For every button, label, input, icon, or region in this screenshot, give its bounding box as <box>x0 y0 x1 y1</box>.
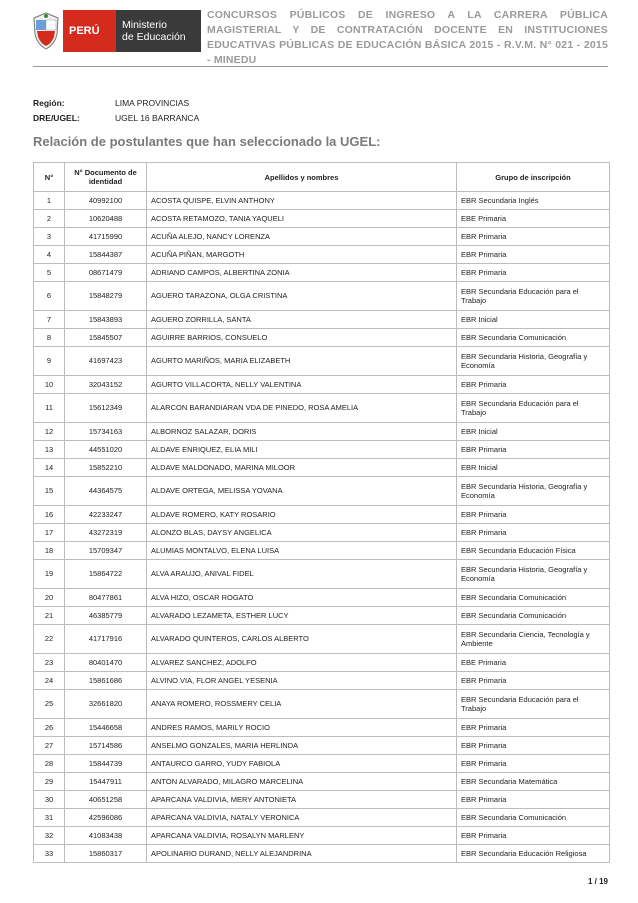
cell-number: 27 <box>34 737 65 755</box>
cell-name: ALDAVE MALDONADO, MARINA MILOOR <box>147 459 457 477</box>
cell-document: 41715990 <box>65 228 147 246</box>
cell-number: 12 <box>34 423 65 441</box>
table-row <box>34 719 610 737</box>
header-name: Apellidos y nombres <box>147 163 457 192</box>
table-row <box>34 394 610 423</box>
cell-document: 46385779 <box>65 607 147 625</box>
cell-number: 32 <box>34 827 65 845</box>
cell-name: ANTON ALVARADO, MILAGRO MARCELINA <box>147 773 457 791</box>
cell-document: 15861686 <box>65 672 147 690</box>
table-row <box>34 246 610 264</box>
cell-number: 20 <box>34 589 65 607</box>
cell-group: EBR Secundaria Educación para el Trabajo <box>457 394 610 423</box>
cell-group: EBR Primaria <box>457 719 610 737</box>
cell-name: ANSELMO GONZALES, MARIA HERLINDA <box>147 737 457 755</box>
cell-number: 11 <box>34 394 65 423</box>
table-row <box>34 441 610 459</box>
cell-name: ANAYA ROMERO, ROSSMERY CELIA <box>147 690 457 719</box>
cell-name: ALBORNOZ SALAZAR, DORIS <box>147 423 457 441</box>
cell-number: 28 <box>34 755 65 773</box>
cell-document: 44551020 <box>65 441 147 459</box>
cell-document: 15864722 <box>65 560 147 589</box>
cell-number: 13 <box>34 441 65 459</box>
dre-row <box>33 113 199 128</box>
cell-name: AGUIRRE BARRIOS, CONSUELO <box>147 329 457 347</box>
cell-name: ACUÑA PIÑAN, MARGOTH <box>147 246 457 264</box>
cell-document: 15734163 <box>65 423 147 441</box>
cell-group: EBE Primaria <box>457 654 610 672</box>
header-divider <box>33 66 608 67</box>
cell-number: 21 <box>34 607 65 625</box>
logo-ministry <box>116 10 201 52</box>
cell-name: ALVINO VIA, FLOR ANGEL YESENIA <box>147 672 457 690</box>
header-document: N° Documento de identidad <box>65 163 147 192</box>
cell-number: 25 <box>34 690 65 719</box>
cell-name: ALONZO BLAS, DAYSY ANGELICA <box>147 524 457 542</box>
cell-group: EBR Primaria <box>457 506 610 524</box>
cell-number: 31 <box>34 809 65 827</box>
cell-name: ACOSTA QUISPE, ELVIN ANTHONY <box>147 192 457 210</box>
table-row <box>34 672 610 690</box>
table-row <box>34 347 610 376</box>
cell-number: 5 <box>34 264 65 282</box>
cell-name: ALVA ARAUJO, ANIVAL FIDEL <box>147 560 457 589</box>
table-row <box>34 228 610 246</box>
cell-group: EBR Primaria <box>457 228 610 246</box>
table-row <box>34 827 610 845</box>
cell-document: 41697423 <box>65 347 147 376</box>
cell-number: 6 <box>34 282 65 311</box>
logo-country: PERÚ <box>63 10 116 52</box>
cell-document: 42596086 <box>65 809 147 827</box>
cell-name: ALVAREZ SANCHEZ, ADOLFO <box>147 654 457 672</box>
cell-group: EBR Secundaria Educación Física <box>457 542 610 560</box>
cell-document: 42233247 <box>65 506 147 524</box>
cell-number: 3 <box>34 228 65 246</box>
cell-number: 33 <box>34 845 65 863</box>
region-row <box>33 98 199 113</box>
table-row <box>34 809 610 827</box>
cell-number: 7 <box>34 311 65 329</box>
cell-document: 32043152 <box>65 376 147 394</box>
cell-name: AGURTO VILLACORTA, NELLY VALENTINA <box>147 376 457 394</box>
cell-group: EBE Primaria <box>457 210 610 228</box>
cell-group: EBR Inicial <box>457 459 610 477</box>
table-row <box>34 329 610 347</box>
cell-group: EBR Secundaria Comunicación <box>457 329 610 347</box>
cell-number: 18 <box>34 542 65 560</box>
cell-document: 15714586 <box>65 737 147 755</box>
document-title: CONCURSOS PÚBLICOS DE INGRESO A LA CARRERA PÚBLICA MAGISTERIAL Y DE CONTRATACIÓN DOCENTE EN INSTITUCIONES EDUCATIVAS PÚBLICAS DE EDUCACIÓN BÁSICA 2015 - R.V.M. N° 021 - 2015 - MINEDU <box>207 9 608 66</box>
cell-name: ANTAURCO GARRO, YUDY FABIOLA <box>147 755 457 773</box>
cell-group: EBR Primaria <box>457 524 610 542</box>
cell-document: 10620488 <box>65 210 147 228</box>
ministry-logo <box>63 10 201 52</box>
cell-number: 22 <box>34 625 65 654</box>
header-group: Grupo de inscripción <box>457 163 610 192</box>
table-row <box>34 542 610 560</box>
cell-group: EBR Secundaria Inglés <box>457 192 610 210</box>
cell-name: ALVARADO LEZAMETA, ESTHER LUCY <box>147 607 457 625</box>
dre-label: DRE/UGEL: <box>33 113 80 123</box>
table-row <box>34 282 610 311</box>
cell-group: EBR Secundaria Comunicación <box>457 809 610 827</box>
cell-document: 15848279 <box>65 282 147 311</box>
coat-of-arms-icon <box>33 12 59 50</box>
table-header-row <box>34 163 610 192</box>
cell-document: 44364575 <box>65 477 147 506</box>
cell-document: 32661820 <box>65 690 147 719</box>
cell-name: AGUERO TARAZONA, OLGA CRISTINA <box>147 282 457 311</box>
cell-document: 08671479 <box>65 264 147 282</box>
table-row <box>34 654 610 672</box>
logo-ministry-line1: Ministerio <box>122 19 167 31</box>
table-row <box>34 506 610 524</box>
table-row <box>34 264 610 282</box>
page-header <box>33 8 608 66</box>
cell-number: 4 <box>34 246 65 264</box>
table-row <box>34 524 610 542</box>
table-row <box>34 755 610 773</box>
table-row <box>34 737 610 755</box>
cell-group: EBR Secundaria Comunicación <box>457 607 610 625</box>
meta-info <box>33 98 199 128</box>
table-row <box>34 773 610 791</box>
cell-group: EBR Primaria <box>457 264 610 282</box>
cell-number: 2 <box>34 210 65 228</box>
cell-document: 80477861 <box>65 589 147 607</box>
table-row <box>34 690 610 719</box>
cell-group: EBR Primaria <box>457 376 610 394</box>
cell-name: ALVA HIZO, OSCAR ROGATO <box>147 589 457 607</box>
dre-value: UGEL 16 BARRANCA <box>115 113 200 123</box>
cell-document: 15709347 <box>65 542 147 560</box>
cell-group: EBR Secundaria Comunicación <box>457 589 610 607</box>
cell-name: ALDAVE ORTEGA, MELISSA YOVANA <box>147 477 457 506</box>
cell-number: 26 <box>34 719 65 737</box>
cell-group: EBR Secundaria Ciencia, Tecnología y Ambiente <box>457 625 610 654</box>
cell-number: 23 <box>34 654 65 672</box>
cell-document: 40651258 <box>65 791 147 809</box>
cell-document: 40992100 <box>65 192 147 210</box>
cell-group: EBR Primaria <box>457 441 610 459</box>
cell-number: 10 <box>34 376 65 394</box>
cell-number: 14 <box>34 459 65 477</box>
table-row <box>34 589 610 607</box>
cell-name: APARCANA VALDIVIA, MERY ANTONIETA <box>147 791 457 809</box>
cell-name: ALUMIAS MONTALVO, ELENA LUISA <box>147 542 457 560</box>
cell-number: 29 <box>34 773 65 791</box>
cell-document: 15447911 <box>65 773 147 791</box>
logo-ministry-line2: de Educación <box>122 31 186 43</box>
cell-group: EBR Primaria <box>457 246 610 264</box>
cell-group: EBR Primaria <box>457 672 610 690</box>
cell-name: AGURTO MARIÑOS, MARIA ELIZABETH <box>147 347 457 376</box>
cell-document: 15860317 <box>65 845 147 863</box>
region-label: Región: <box>33 98 65 108</box>
table-row <box>34 845 610 863</box>
cell-name: ACOSTA RETAMOZO, TANIA YAQUELI <box>147 210 457 228</box>
cell-number: 17 <box>34 524 65 542</box>
cell-group: EBR Secundaria Educación para el Trabajo <box>457 282 610 311</box>
cell-number: 8 <box>34 329 65 347</box>
cell-group: EBR Inicial <box>457 311 610 329</box>
table-body <box>34 192 610 863</box>
page-number: 1 / 19 <box>587 877 608 886</box>
cell-document: 41717916 <box>65 625 147 654</box>
cell-name: APARCANA VALDIVIA, ROSALYN MARLENY <box>147 827 457 845</box>
cell-document: 15446658 <box>65 719 147 737</box>
cell-name: APOLINARIO DURAND, NELLY ALEJANDRINA <box>147 845 457 863</box>
cell-name: AGUERO ZORRILLA, SANTA <box>147 311 457 329</box>
table-row <box>34 459 610 477</box>
cell-number: 16 <box>34 506 65 524</box>
table-row <box>34 625 610 654</box>
cell-document: 41083438 <box>65 827 147 845</box>
table-row <box>34 210 610 228</box>
cell-group: EBR Secundaria Historia, Geografía y Economía <box>457 477 610 506</box>
cell-name: ALVARADO QUINTEROS, CARLOS ALBERTO <box>147 625 457 654</box>
cell-number: 24 <box>34 672 65 690</box>
cell-number: 19 <box>34 560 65 589</box>
header-number: N° <box>34 163 65 192</box>
cell-number: 30 <box>34 791 65 809</box>
cell-group: EBR Secundaria Historia, Geografía y Economía <box>457 560 610 589</box>
table-row <box>34 311 610 329</box>
cell-document: 15843893 <box>65 311 147 329</box>
cell-name: ALDAVE ROMERO, KATY ROSARIO <box>147 506 457 524</box>
applicants-table <box>33 162 610 863</box>
table-row <box>34 560 610 589</box>
table-row <box>34 791 610 809</box>
cell-document: 15852210 <box>65 459 147 477</box>
cell-name: ALDAVE ENRIQUEZ, ELIA MILI <box>147 441 457 459</box>
table-row <box>34 477 610 506</box>
cell-name: ALARCON BARANDIARAN VDA DE PINEDO, ROSA AMELIA <box>147 394 457 423</box>
cell-group: EBR Primaria <box>457 755 610 773</box>
table-row <box>34 192 610 210</box>
cell-name: ACUÑA ALEJO, NANCY LORENZA <box>147 228 457 246</box>
cell-name: ANDRES RAMOS, MARILY ROCIO <box>147 719 457 737</box>
table-row <box>34 423 610 441</box>
cell-document: 15845507 <box>65 329 147 347</box>
cell-document: 15844739 <box>65 755 147 773</box>
cell-group: EBR Secundaria Educación Religiosa <box>457 845 610 863</box>
table-row <box>34 607 610 625</box>
cell-name: ADRIANO CAMPOS, ALBERTINA ZONIA <box>147 264 457 282</box>
cell-document: 15844387 <box>65 246 147 264</box>
cell-document: 80401470 <box>65 654 147 672</box>
cell-group: EBR Primaria <box>457 827 610 845</box>
cell-group: EBR Secundaria Historia, Geografía y Economía <box>457 347 610 376</box>
cell-number: 9 <box>34 347 65 376</box>
cell-group: EBR Primaria <box>457 737 610 755</box>
section-title: Relación de postulantes que han seleccionado la UGEL: <box>33 134 381 149</box>
table-row <box>34 376 610 394</box>
cell-number: 15 <box>34 477 65 506</box>
cell-group: EBR Inicial <box>457 423 610 441</box>
region-value: LIMA PROVINCIAS <box>115 98 190 108</box>
cell-group: EBR Secundaria Matemática <box>457 773 610 791</box>
cell-document: 15612349 <box>65 394 147 423</box>
cell-group: EBR Secundaria Educación para el Trabajo <box>457 690 610 719</box>
cell-group: EBR Primaria <box>457 791 610 809</box>
cell-document: 43272319 <box>65 524 147 542</box>
cell-number: 1 <box>34 192 65 210</box>
cell-name: APARCANA VALDIVIA, NATALY VERONICA <box>147 809 457 827</box>
